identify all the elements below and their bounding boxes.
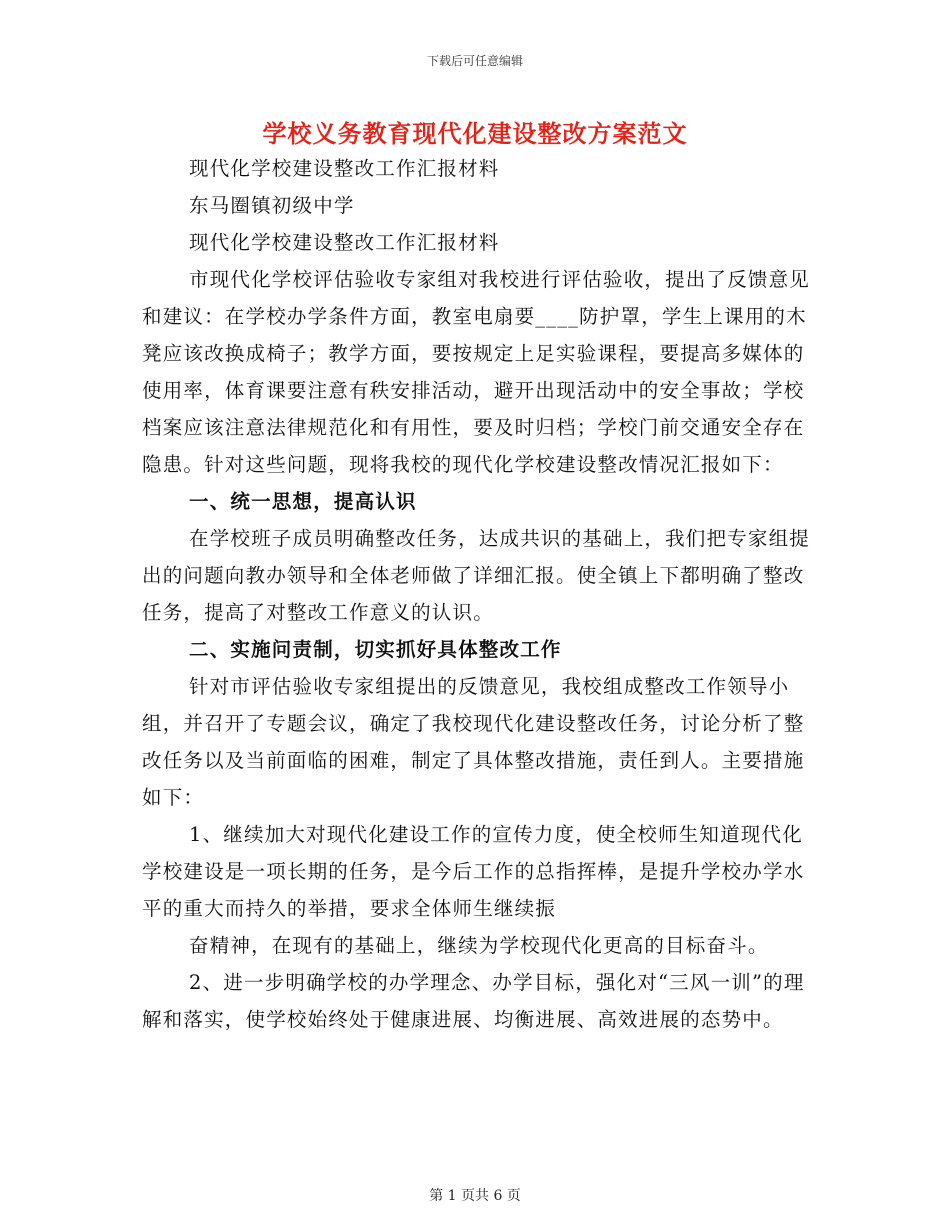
page-footer: 第 1 页共 6 页 xyxy=(429,1188,521,1204)
paragraph-report-title: 现代化学校建设整改工作汇报材料 xyxy=(189,231,500,254)
list-item-1-continued: 奋精神，在现有的基础上，继续为学校现代化更高的目标奋斗。 xyxy=(189,934,769,957)
section-heading-2: 二、实施问责制，切实抓好具体整改工作 xyxy=(189,638,562,661)
header-note: 下载后可任意编辑 xyxy=(426,54,523,68)
paragraph-school-name: 东马圈镇初级中学 xyxy=(189,194,355,217)
paragraph-subtitle: 现代化学校建设整改工作汇报材料 xyxy=(189,157,500,180)
document-title: 学校义务教育现代化建设整改方案范文 xyxy=(262,119,688,148)
document-body xyxy=(142,150,810,1038)
paragraph-section-2: 针对市评估验收专家组提出的反馈意见，我校组成整改工作领导小组，并召开了专题会议，确定了我校现代化建设整改任务，讨论分析了整改任务以及当前面临的困难，制定了具体整改措施，责任到人。主要措施如下： xyxy=(142,675,805,809)
paragraph-intro: 市现代化学校评估验收专家组对我校进行评估验收，提出了反馈意见和建议：在学校办学条件方面，教室电扇要____防护罩，学生上课用的木凳应该改换成椅子；教学方面，要按规定上足实验课程，要提高多媒体的使用率，体育课要注意有秩安排活动，避开出现活动中的安全事故；学校档案应该注意法律规范化和有用性，要及时归档；学校门前交通安全存在隐患。针对这些问题，现将我校的现代化学校建设整改情况汇报如下： xyxy=(142,268,811,476)
paragraph-section-1: 在学校班子成员明确整改任务，达成共识的基础上，我们把专家组提出的问题向教办领导和全体老师做了详细汇报。使全镇上下都明确了整改任务，提高了对整改工作意义的认识。 xyxy=(142,527,811,624)
section-heading-1: 一、统一思想，提高认识 xyxy=(189,490,417,513)
list-item-1: 1、继续加大对现代化建设工作的宣传力度，使全校师生知道现代化学校建设是一项长期的任务，是今后工作的总指挥棒，是提升学校办学水平的重大而持久的举措，要求全体师生继续振 xyxy=(142,823,805,920)
list-item-2: 2、进一步明确学校的办学理念、办学目标，强化对“三风一训”的理解和落实，使学校始终处于健康进展、均衡进展、高效进展的态势中。 xyxy=(142,971,805,1031)
